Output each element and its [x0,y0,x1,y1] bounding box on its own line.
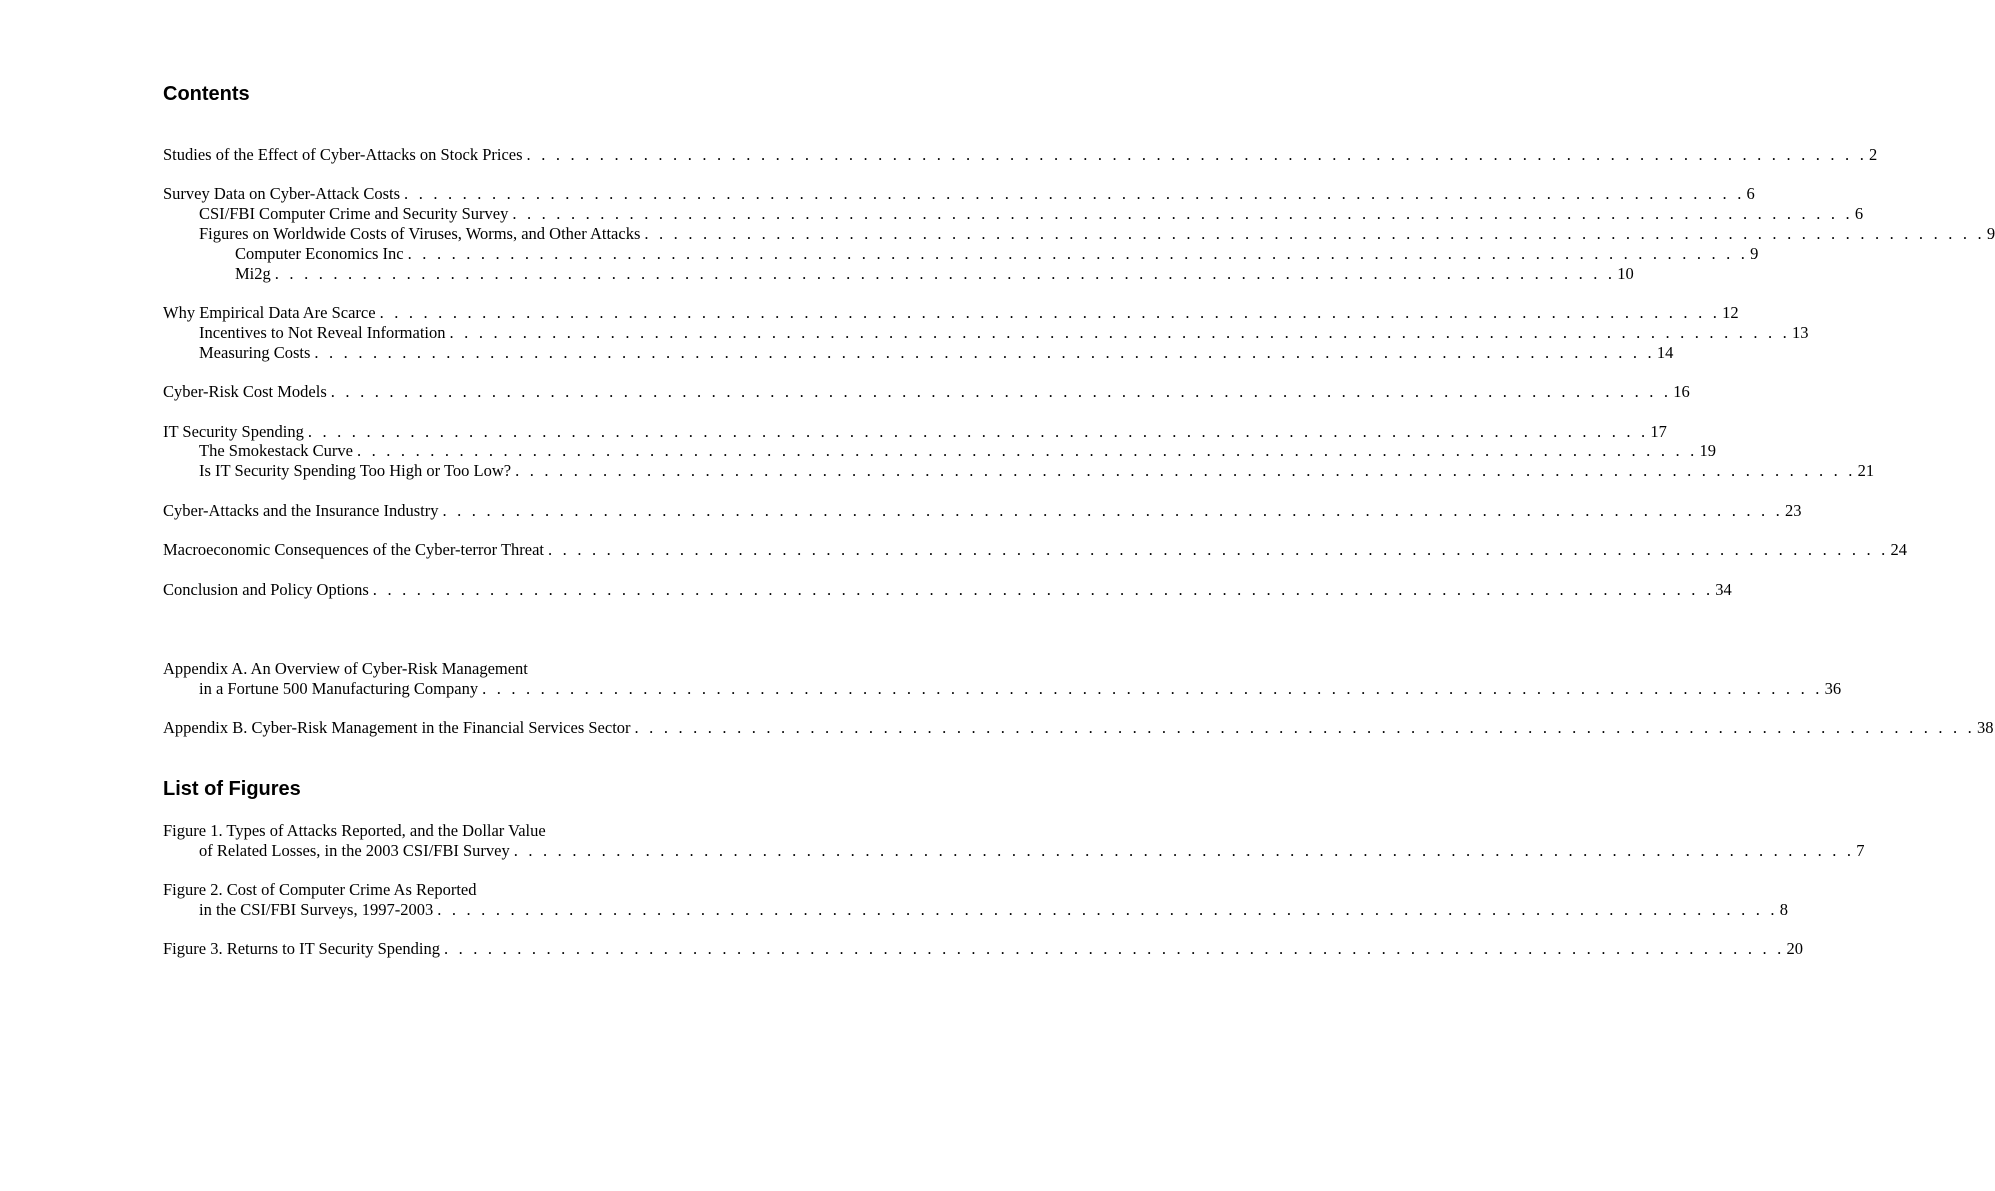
dot-leader: . . . . . . . . . . . . . . . . . . . . . . . . . . . . . . . . . . . . . . . . . . . . . . . . . . . . . . . . . . . . . . . . . . . . . . . . . . . . . . . . . . . . . . . . . . . . [379,303,1721,322]
toc-entry-appendix-a[interactable] [199,679,1842,699]
toc-appendix-a-line1[interactable]: Appendix A. An Overview of Cyber-Risk Management [163,659,528,678]
toc-page-number: 13 [1792,323,1809,342]
figure-2-line1[interactable]: Figure 2. Cost of Computer Crime As Reported [163,880,477,899]
dot-leader: . . . . . . . . . . . . . . . . . . . . . . . . . . . . . . . . . . . . . . . . . . . . . . . . . . . . . . . . . . . . . . . . . . . . . . . . . . . . . . . . . . . . . . . . . . . . [526,145,1868,164]
dot-leader: . . . . . . . . . . . . . . . . . . . . . . . . . . . . . . . . . . . . . . . . . . . . . . . . . . . . . . . . . . . . . . . . . . . . . . . . . . . . . . . . . . . . . . . . . . . . [634,718,1976,737]
toc-page-number: 34 [1715,580,1732,599]
dot-leader: . . . . . . . . . . . . . . . . . . . . . . . . . . . . . . . . . . . . . . . . . . . . . . . . . . . . . . . . . . . . . . . . . . . . . . . . . . . . . . . . . . . . . . . . . . . . [307,422,1649,441]
dot-leader: . . . . . . . . . . . . . . . . . . . . . . . . . . . . . . . . . . . . . . . . . . . . . . . . . . . . . . . . . . . . . . . . . . . . . . . . . . . . . . . . . . . . . . . . . . . . [515,461,1856,480]
toc-entry-title: Why Empirical Data Are Scarce [163,303,376,322]
dot-leader: . . . . . . . . . . . . . . . . . . . . . . . . . . . . . . . . . . . . . . . . . . . . . . . . . . . . . . . . . . . . . . . . . . . . . . . . . . . . . . . . . . . . . . . . . . . . [449,323,1790,342]
toc-page-number: 12 [1722,303,1739,322]
toc-page-number: 9 [1750,244,1759,263]
figure-entry-title: in the CSI/FBI Surveys, 1997-2003 [199,900,434,919]
dot-leader: . . . . . . . . . . . . . . . . . . . . . . . . . . . . . . . . . . . . . . . . . . . . . . . . . . . . . . . . . . . . . . . . . . . . . . . . . . . . . . . . . . . . . . . . . . . . [512,204,1853,223]
figure-page-number: 7 [1856,841,1865,860]
figure-entry-1[interactable] [199,841,1865,861]
toc-entry-appendix-b[interactable] [163,718,1994,738]
toc-entry-title: Figures on Worldwide Costs of Viruses, Worms, and Other Attacks [199,224,641,243]
figure-entry-2[interactable] [199,900,1788,920]
toc-entry-insurance-industry[interactable] [163,501,1802,521]
toc-page-number: 21 [1857,461,1875,480]
toc-entry-title: Studies of the Effect of Cyber-Attacks on Stock Prices [163,145,523,164]
toc-entry-smokestack-curve[interactable] [199,441,1716,461]
toc-page-number: 24 [1890,540,1907,559]
dot-leader: . . . . . . . . . . . . . . . . . . . . . . . . . . . . . . . . . . . . . . . . . . . . . . . . . . . . . . . . . . . . . . . . . . . . . . . . . . . . . . . . . . . . . . . . . . . . [442,501,1783,520]
figure-page-number: 20 [1786,939,1803,958]
toc-entry-worldwide-costs[interactable] [199,224,1995,244]
toc-page-number: 9 [1986,224,1995,243]
toc-entry-conclusion[interactable] [163,580,1732,600]
toc-entry-title: Survey Data on Cyber-Attack Costs [163,184,401,203]
figure-entry-title: Figure 3. Returns to IT Security Spending [163,939,440,958]
toc-page-number: 17 [1650,422,1667,441]
toc-page-number: 6 [1746,184,1755,203]
toc-entry-stock-prices[interactable] [163,145,1878,165]
dot-leader: . . . . . . . . . . . . . . . . . . . . . . . . . . . . . . . . . . . . . . . . . . . . . . . . . . . . . . . . . . . . . . . . . . . . . . . . . . . . . . . . . . . . . . . . . . . . [548,540,1889,559]
toc-entry-measuring-costs[interactable] [199,343,1674,363]
toc-page-number: 6 [1854,204,1864,223]
contents-heading: Contents [163,83,250,105]
toc-entry-incentives[interactable] [199,323,1809,343]
dot-leader: . . . . . . . . . . . . . . . . . . . . . . . . . . . . . . . . . . . . . . . . . . . . . . . . . . . . . . . . . . . . . . . . . . . . . . . . . . . . . . . . . . . . . . . . . . . . [356,441,1698,460]
figure-page-number: 8 [1779,900,1788,919]
toc-entry-it-security-spending[interactable] [163,422,1667,442]
toc-entry-mi2g[interactable] [235,264,1634,284]
toc-entry-cost-models[interactable] [163,382,1690,402]
dot-leader: . . . . . . . . . . . . . . . . . . . . . . . . . . . . . . . . . . . . . . . . . . . . . . . . . . . . . . . . . . . . . . . . . . . . . . . . . . . . . . . . . . . . . . . . . . . . [314,343,1655,362]
toc-entry-title: in a Fortune 500 Manufacturing Company [199,679,479,698]
toc-page-number: 16 [1673,382,1690,401]
toc-entry-title: Mi2g [235,264,271,283]
toc-entry-csi-fbi-survey[interactable] [199,204,1864,224]
toc-page-number: 36 [1824,679,1842,698]
toc-page-number: 14 [1656,343,1674,362]
toc-entry-survey-data[interactable] [163,184,1755,204]
toc-entry-spending-too-high[interactable] [199,461,1875,481]
toc-page-number: 23 [1784,501,1802,520]
toc-entry-title: The Smokestack Curve [199,441,353,460]
figure-entry-title: of Related Losses, in the 2003 CSI/FBI Survey [199,841,510,860]
figure-entry-3[interactable] [163,939,1803,959]
toc-page-number: 10 [1617,264,1634,283]
toc-page-number: 2 [1869,145,1878,164]
figure-1-line1[interactable]: Figure 1. Types of Attacks Reported, and the Dollar Value [163,821,546,840]
toc-entry-title: Cyber-Risk Cost Models [163,382,327,401]
dot-leader: . . . . . . . . . . . . . . . . . . . . . . . . . . . . . . . . . . . . . . . . . . . . . . . . . . . . . . . . . . . . . . . . . . . . . . . . . . . . . . . . . . . . . . . . . . . . [437,900,1778,919]
dot-leader: . . . . . . . . . . . . . . . . . . . . . . . . . . . . . . . . . . . . . . . . . . . . . . . . . . . . . . . . . . . . . . . . . . . . . . . . . . . . . . . . . . . . . . . . . . . . [513,841,1855,860]
toc-entry-title: Computer Economics Inc [235,244,404,263]
toc-entry-title: Incentives to Not Reveal Information [199,323,446,342]
toc-entry-title: IT Security Spending [163,422,304,441]
dot-leader: . . . . . . . . . . . . . . . . . . . . . . . . . . . . . . . . . . . . . . . . . . . . . . . . . . . . . . . . . . . . . . . . . . . . . . . . . . . . . . . . . . . . . . . . . . . . [443,939,1785,958]
toc-page-number: 38 [1977,718,1994,737]
toc-entry-title: Macroeconomic Consequences of the Cyber-terror Threat [163,540,545,559]
dot-leader: . . . . . . . . . . . . . . . . . . . . . . . . . . . . . . . . . . . . . . . . . . . . . . . . . . . . . . . . . . . . . . . . . . . . . . . . . . . . . . . . . . . . . . . . . . . . [372,580,1714,599]
toc-entry-macroeconomic[interactable] [163,540,1907,560]
toc-entry-title: CSI/FBI Computer Crime and Security Survey [199,204,509,223]
toc-entry-title: Conclusion and Policy Options [163,580,369,599]
dot-leader: . . . . . . . . . . . . . . . . . . . . . . . . . . . . . . . . . . . . . . . . . . . . . . . . . . . . . . . . . . . . . . . . . . . . . . . . . . . . . . . . . . . . . . . . . . . . [644,224,1985,243]
dot-leader: . . . . . . . . . . . . . . . . . . . . . . . . . . . . . . . . . . . . . . . . . . . . . . . . . . . . . . . . . . . . . . . . . . . . . . . . . . . . . . . . . . . . . . . . . . . . [482,679,1823,698]
toc-entry-empirical-data[interactable] [163,303,1739,323]
dot-leader: . . . . . . . . . . . . . . . . . . . . . . . . . . . . . . . . . . . . . . . . . . . . . . . . . . . . . . . . . . . . . . . . . . . . . . . . . . . . . . . . . . . . . . . . . . . . [404,184,1745,203]
toc-entry-computer-economics[interactable] [235,244,1759,264]
dot-leader: . . . . . . . . . . . . . . . . . . . . . . . . . . . . . . . . . . . . . . . . . . . . . . . . . . . . . . . . . . . . . . . . . . . . . . . . . . . . . . . . . . . . . . . . . . . . [330,382,1672,401]
list-of-figures-heading: List of Figures [163,778,301,800]
toc-entry-title: Appendix B. Cyber-Risk Management in the Financial Services Sector [163,718,631,737]
toc-entry-title: Is IT Security Spending Too High or Too Low? [199,461,512,480]
toc-page-number: 19 [1699,441,1716,460]
dot-leader: . . . . . . . . . . . . . . . . . . . . . . . . . . . . . . . . . . . . . . . . . . . . . . . . . . . . . . . . . . . . . . . . . . . . . . . . . . . . . . . . . . . . . . . . . . . . [274,264,1616,283]
toc-entry-title: Measuring Costs [199,343,311,362]
toc-entry-title: Cyber-Attacks and the Insurance Industry [163,501,439,520]
dot-leader: . . . . . . . . . . . . . . . . . . . . . . . . . . . . . . . . . . . . . . . . . . . . . . . . . . . . . . . . . . . . . . . . . . . . . . . . . . . . . . . . . . . . . . . . . . . . [407,244,1749,263]
